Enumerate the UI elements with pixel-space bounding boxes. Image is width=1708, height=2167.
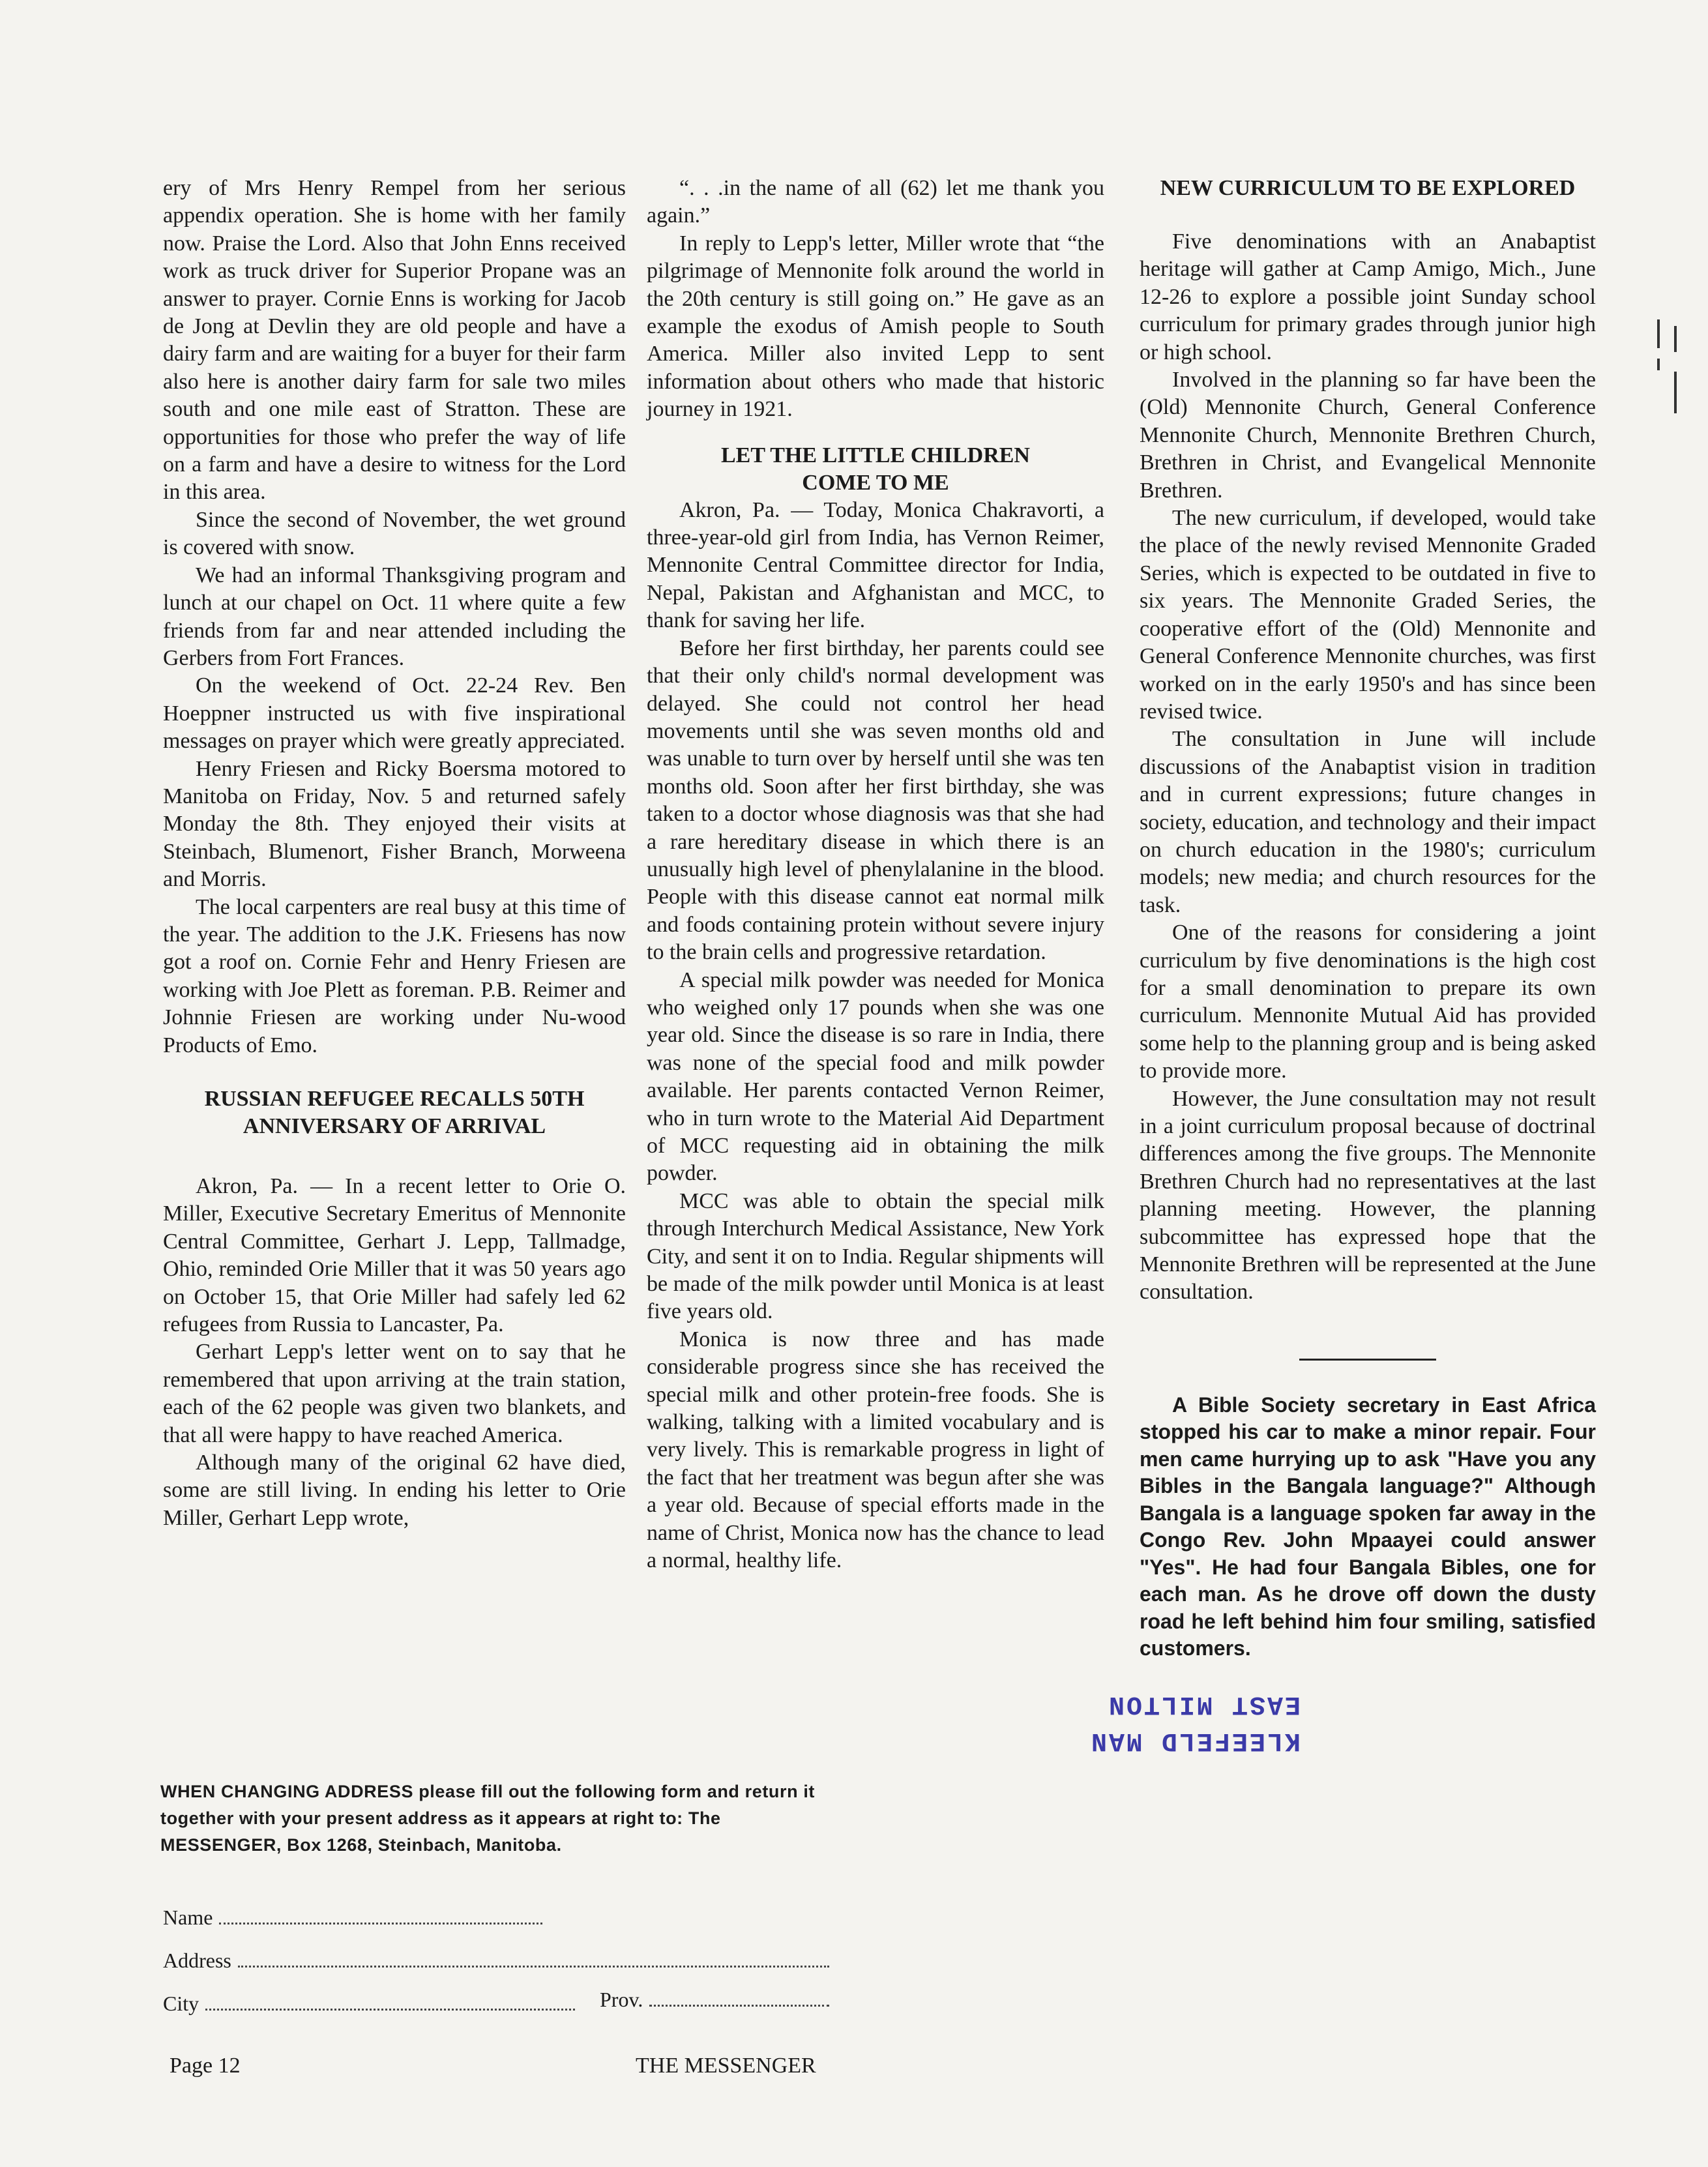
article-heading-russian-refugee: RUSSIAN REFUGEE RECALLS 50TH ANNIVERSARY OF ARRIVAL xyxy=(204,1087,585,1138)
article-paragraph: ery of Mrs Henry Rempel from her serious appendix operation. She is home with her family now. Praise the Lord. Also that John Enns received work as truck driver for Superior Propane was an answer to prayer. Cornie Enns is working for Jacob de Jong at Devlin they are old people and have a dairy farm and are waiting for a buyer for their farm also here is another dairy farm for sale two miles south and one mile east of Stratton. These are opportunities for those who prefer the way of life on a farm and have a desire to witness for the Lord in this area. xyxy=(163,176,626,505)
address-label: Address xyxy=(163,1949,231,1972)
column-3 xyxy=(1140,175,1596,1662)
stamp-line: KLEEFELD MAN xyxy=(1089,1726,1301,1755)
article-paragraph: Before her first birthday, her parents could see that their only child's normal development was delayed. She could not control her head movements until she was seven months old and was unable to turn over by herself until she was ten months old. Soon after her first birthday, she was taken to a doctor whose diagnosis was that she had a rare hereditary disease in which there is an unusually high level of phenylalanine in the blood. People with this disease cannot eat normal milk and foods containing protein without severe injury to the brain cells and progressive retardation. xyxy=(647,636,1104,965)
mailing-address-stamp xyxy=(1085,1685,1301,1758)
article-paragraph: “. . .in the name of all (62) let me thank you again.” xyxy=(647,176,1104,228)
province-field[interactable] xyxy=(600,1986,834,2012)
name-field[interactable] xyxy=(163,1904,548,1930)
city-label: City xyxy=(163,1992,199,2015)
article-paragraph: The consultation in June will include discussions of the Anabaptist vision in tradition and in current expressions; future changes in society, education, and technology and their impact on church education in the 1980's; curriculum models; new media; and church resources for the task. xyxy=(1140,727,1596,917)
article-paragraph: One of the reasons for considering a joint curriculum by five denominations is the high cost for a small denomination to prepare its own curriculum. Mennonite Mutual Aid has provided some help to the planning group and is being asked to provide more. xyxy=(1140,921,1596,1084)
name-label: Name xyxy=(163,1906,213,1929)
article-paragraph: The local carpenters are real busy at this time of the year. The addition to the J.K. Friesens has now got a roof on. Cornie Fehr and Henry Friesen are working with Joe Plett as foreman. P.B. Reimer and Johnnie Friesen are working under Nu-wood Products of Emo. xyxy=(163,894,626,1057)
article-paragraph: Gerhart Lepp's letter went on to say that he remembered that upon arriving at the train station, each of the 62 people was given two blankets, and that all were happy to have reached America. xyxy=(163,1340,626,1447)
article-paragraph: Monica is now three and has made considerable progress since she has received the special milk and other protein-free foods. She is walking, talking with a limited vocabulary and is very lively. This is remarkable progress in light of the fact that her treatment was begun after she was a year old. Because of special efforts made in the name of Christ, Monica now has the chance to lead a normal, healthy life. xyxy=(647,1327,1104,1573)
column-1 xyxy=(163,175,626,1532)
prov-label: Prov. xyxy=(600,1988,643,2011)
article-paragraph: Akron, Pa. — Today, Monica Chakravorti, a three-year-old girl from India, has Vernon Reimer, Mennonite Central Committee director for India, Nepal, Pakistan and Afghanistan and MCC, to thank for saving her life. xyxy=(647,497,1104,633)
city-field[interactable] xyxy=(163,1990,580,2016)
article-paragraph: However, the June consultation may not result in a joint curriculum proposal because of doctrinal differences among the five groups. The Mennonite Brethren Church had no representatives at the last planning meeting. However, the planning subcommittee has expressed hope that the Mennonite Brethren will be represented at the June consultation. xyxy=(1140,1086,1596,1305)
article-paragraph: In reply to Lepp's letter, Miller wrote that “the pilgrimage of Mennonite folk around the world in the 20th century is still going on.” He gave as an example the exodus of Amish people to South America. Miller also invited Lepp to sent information about others who made that historic journey in 1921. xyxy=(647,231,1104,422)
article-paragraph: The new curriculum, if developed, would take the place of the newly revised Mennonite Graded Series, which is expected to be outdated in five to six years. The Mennonite Graded Series, the cooperative effort of the (Old) Mennonite and General Conference Mennonite churches, was first worked on in the early 1950's and has since been revised twice. xyxy=(1140,506,1596,724)
article-paragraph: We had an informal Thanksgiving program and lunch at our chapel on Oct. 11 where quite a few friends from far and near attended including the Gerbers from Fort Frances. xyxy=(163,563,626,670)
margin-marks xyxy=(1655,319,1681,424)
article-paragraph: Akron, Pa. — In a recent letter to Orie O. Miller, Executive Secretary Emeritus of Mennonite Central Committee, Gerhart J. Lepp, Tallmadge, Ohio, reminded Orie Miller that it was 50 years ago on October 15, that Orie Miller had safely led 62 refugees from Russia to Lancaster, Pa. xyxy=(163,1174,626,1337)
article-paragraph: A special milk powder was needed for Monica who weighed only 17 pounds when she was one year old. Since the disease is so rare in India, there was none of the special food and milk powder available. Her parents contacted Vernon Reimer, who in turn wrote to the Material Aid Department of MCC requesting aid in obtaining the milk powder. xyxy=(647,967,1104,1186)
column-2 xyxy=(647,175,1104,1575)
article-paragraph: Although many of the original 62 have died, some are still living. In ending his letter to Orie Miller, Gerhart Lepp wrote, xyxy=(163,1451,626,1530)
address-field[interactable] xyxy=(163,1947,834,1973)
article-paragraph: Since the second of November, the wet ground is covered with snow. xyxy=(163,507,626,560)
page-number: Page 12 xyxy=(169,2054,241,2078)
stamp-line: EAST MILTON xyxy=(1106,1689,1301,1718)
publication-name: THE MESSENGER xyxy=(636,2054,816,2078)
bible-society-note: A Bible Society secretary in East Africa stopped his car to make a minor repair. Four men came hurrying up to ask "Have you any Bibles in the Bangala language?" Although Bangala is a language spoken far away in the Congo Rev. John Mpaayei could answer "Yes". He had four Bangala Bibles, one for each man. As he drove off down the dusty road he left behind him four smiling, satisfied customers. xyxy=(1140,1393,1596,1660)
article-heading-new-curriculum: NEW CURRICULUM TO BE EXPLORED xyxy=(1160,176,1576,200)
article-paragraph: Involved in the planning so far have been the (Old) Mennonite Church, General Conference Mennonite Church, Mennonite Brethren Church, Brethren in Christ, and Evangelical Mennonite Brethren. xyxy=(1140,368,1596,503)
article-paragraph: Five denominations with an Anabaptist heritage will gather at Camp Amigo, Mich., June 12-26 to explore a possible joint Sunday school curriculum for primary grades through junior high or high school. xyxy=(1140,229,1596,364)
article-paragraph: Henry Friesen and Ricky Boersma motored to Manitoba on Friday, Nov. 5 and returned safely Monday the 8th. They enjoyed their visits at Steinbach, Blumenort, Fisher Branch, Morweena and Morris. xyxy=(163,756,626,892)
article-paragraph: MCC was able to obtain the special milk through Interchurch Medical Assistance, New York City, and sent it on to India. Regular shipments will be made of the milk powder until Monica is at least five years old. xyxy=(647,1188,1104,1324)
article-heading-little-children: LET THE LITTLE CHILDREN COME TO ME xyxy=(721,443,1030,495)
article-paragraph: On the weekend of Oct. 22-24 Rev. Ben Hoeppner instructed us with five inspirational messages on prayer which were greatly appreciated. xyxy=(163,673,626,754)
address-change-instructions: WHEN CHANGING ADDRESS please fill out the following form and return it together with your present address as it appears at right to: The MESSENGER, Box 1268, Steinbach, Manitoba. xyxy=(160,1782,816,1855)
